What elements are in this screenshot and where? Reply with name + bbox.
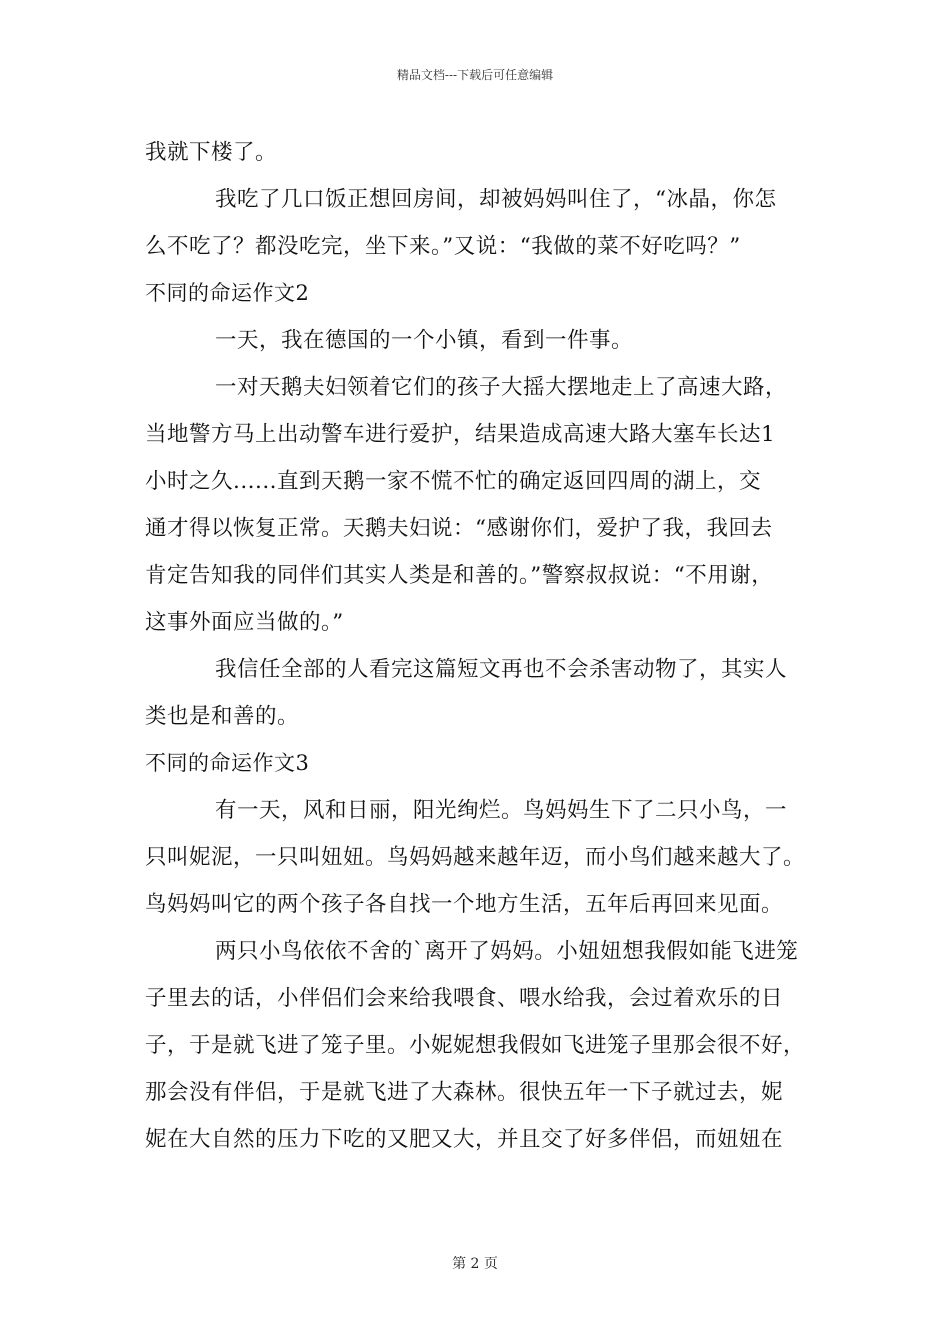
text-line: 一天，我在德国的一个小镇，看到一件事。: [215, 328, 634, 353]
text-line: 只叫妮泥，一只叫妞妞。鸟妈妈越来越年迈，而小鸟们越来越大了。: [145, 845, 806, 870]
text-line: 那会没有伴侣，于是就飞进了大森林。很快五年一下子就过去，妮: [145, 1080, 784, 1105]
text-line: 鸟妈妈叫它的两个孩子各自找一个地方生活，五年后再回来见面。: [145, 892, 784, 917]
text-line: 一对天鹅夫妇领着它们的孩子大摇大摆地走上了高速大路，: [215, 375, 788, 400]
text-line: 这事外面应当做的。”: [145, 610, 344, 635]
text-line: 妮在大自然的压力下吃的又肥又大，并且交了好多伴侣，而妞妞在: [145, 1127, 784, 1152]
text-line: 子，于是就飞进了笼子里。小妮妮想我假如飞进笼子里那会很不好，: [145, 1033, 806, 1058]
page-number: 第 2 页: [452, 1256, 498, 1272]
text-line: 肯定告知我的同伴们其实人类是和善的。”警察叔叔说：“不用谢，: [145, 563, 774, 588]
section-heading: 不同的命运作文3: [145, 751, 310, 775]
text-line: 类也是和善的。: [145, 704, 300, 729]
text-line: 当地警方马上出动警车进行爱护，结果造成高速大路大塞车长达1: [145, 422, 776, 447]
text-line: 我信任全部的人看完这篇短文再也不会杀害动物了，其实人: [215, 657, 788, 682]
page-header: 精品文档---下载后可任意编辑: [396, 68, 554, 82]
section-heading: 不同的命运作文2: [145, 281, 310, 305]
text-line: 我吃了几口饭正想回房间，却被妈妈叫住了，“冰晶，你怎: [215, 187, 777, 212]
text-line: 子里去的话，小伴侣们会来给我喂食、喂水给我，会过着欢乐的日: [145, 986, 784, 1011]
text-line: 两只小鸟依依不舍的`离开了妈妈。小妞妞想我假如能飞进笼: [215, 939, 799, 964]
document-body: [145, 129, 825, 1163]
text-line: 么不吃了？都没吃完，坐下来。”又说：“我做的菜不好吃吗？”: [145, 234, 741, 259]
text-line: 有一天，风和日丽，阳光绚烂。鸟妈妈生下了二只小鸟，一: [215, 798, 788, 823]
text-line: 小时之久......直到天鹅一家不慌不忙的确定返回四周的湖上，交: [145, 469, 762, 494]
text-line: 通才得以恢复正常。天鹅夫妇说：“感谢你们，爱护了我，我回去: [145, 516, 773, 541]
text-line: 我就下楼了。: [145, 140, 278, 165]
